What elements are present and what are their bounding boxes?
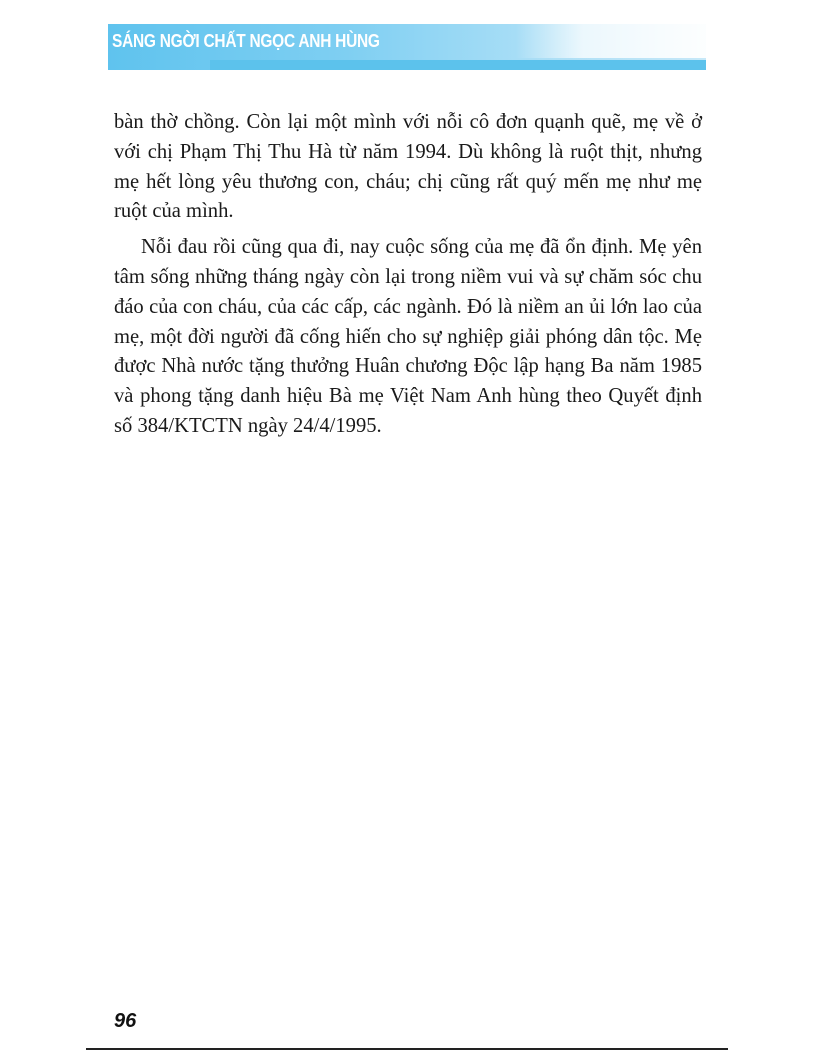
paragraph-2: Nỗi đau rồi cũng qua đi, nay cuộc sống của mẹ đã ổn định. Mẹ yên tâm sống những tháng ngày còn lại trong niềm vui và sự chăm sóc chu đáo của con cháu, của các cấp, các ngành. Đó là niềm an ủi lớn lao của mẹ, một đời người đã cống hiến cho sự nghiệp giải phóng dân tộc. Mẹ được Nhà nước tặng thưởng Huân chương Độc lập hạng Ba năm 1985 và phong tặng danh hiệu Bà mẹ Việt Nam Anh hùng theo Quyết định số 384/KTCTN ngày 24/4/1995. <box>114 236 702 437</box>
body-text <box>114 108 702 448</box>
paragraph-1: bàn thờ chồng. Còn lại một mình với nỗi cô đơn quạnh quẽ, mẹ về ở với chị Phạm Thị Thu Hà từ năm 1994. Dù không là ruột thịt, nhưng mẹ hết lòng yêu thương con, cháu; chị cũng rất quý mến mẹ như mẹ ruột của mình. <box>114 111 702 223</box>
header-underline <box>210 60 706 70</box>
page-number: 96 <box>114 1010 137 1032</box>
running-title: SÁNG NGỜI CHẤT NGỌC ANH HÙNG <box>112 31 380 51</box>
footer-rule <box>86 1048 728 1050</box>
